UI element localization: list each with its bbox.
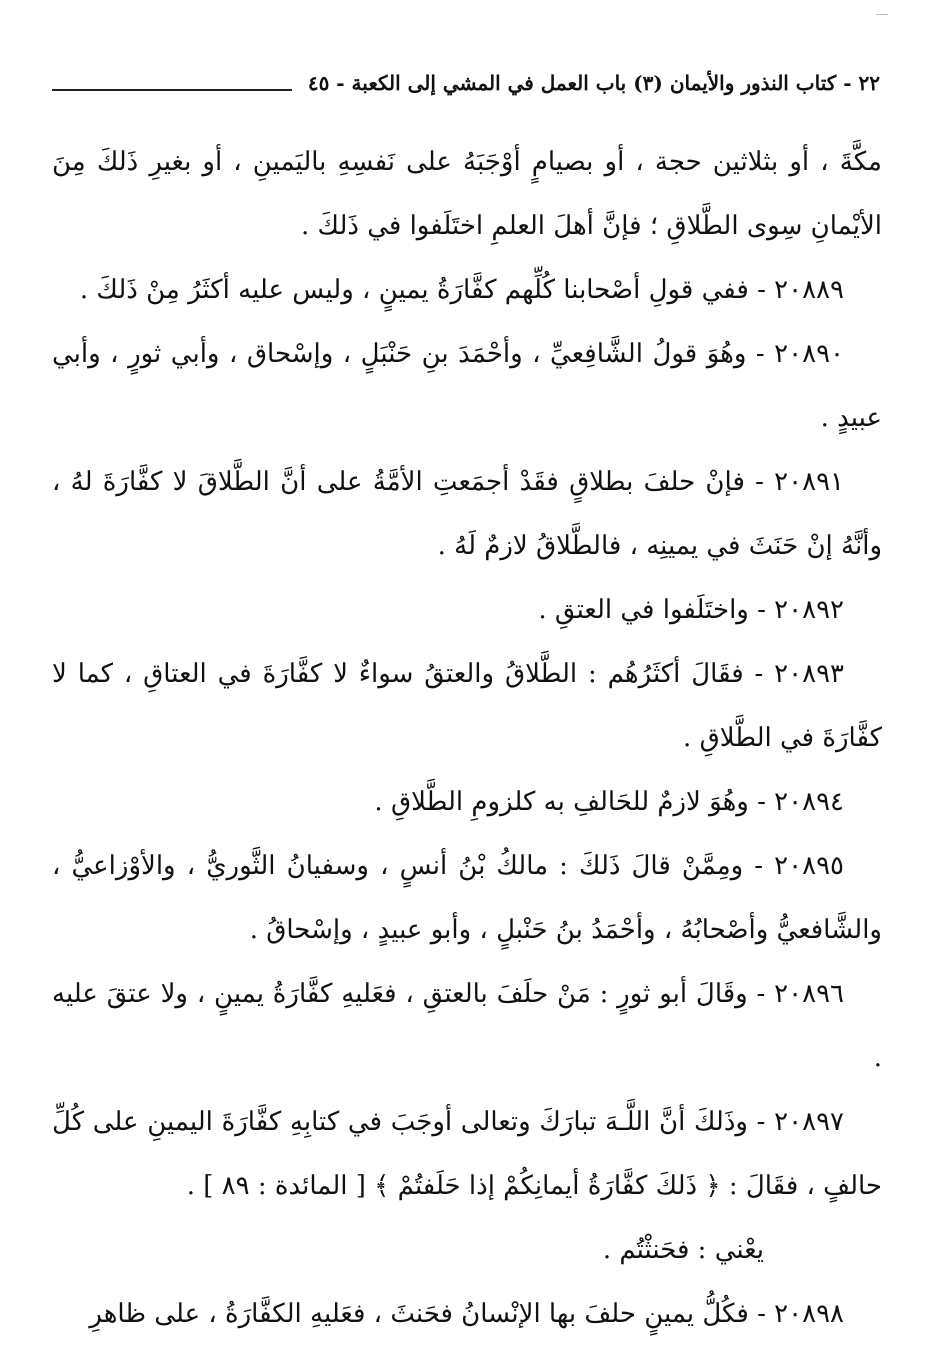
scan-mark bbox=[876, 14, 888, 15]
paragraph: ٢٠٨٩٣ - فقَالَ أكثَرُهُم : الطَّلاقُ والعتقُ سواءٌ لا كفَّارَةَ في العتاقِ ، كما لا كفَّارَةَ في الطَّلاقِ . bbox=[52, 659, 882, 753]
paragraph: ٢٠٨٩٤ - وهُوَ لازمٌ للحَالفِ به كلزومِ الطَّلاقِ . bbox=[374, 787, 844, 817]
paragraph: ٢٠٨٩٦ - وقَالَ أبو ثورٍ : مَنْ حلَفَ بالعتقِ ، فعَليهِ كفَّارَةُ يمينٍ ، ولا عتقَ عليه . bbox=[52, 979, 882, 1073]
paragraph: ٢٠٨٩٧ - وذَلكَ أنَّ اللَّـهَ تبارَكَ وتعالى أوجَبَ في كتابِهِ كفَّارَةَ اليمينِ على كُلِّ حالفٍ ، فقَالَ : ﴿ ذَلكَ كفَّارَةُ أيمانِكُمْ إذا حَلَفتُمْ ﴾ [ المائدة : ٨٩ ] . bbox=[52, 1107, 882, 1201]
paragraph: يعْني : فحَنثْتُم . bbox=[602, 1235, 764, 1265]
paragraph: ٢٠٨٨٩ - ففي قولِ أصْحابنا كُلِّهم كفَّارَةُ يمينٍ ، وليس عليه أكثَرُ مِنْ ذَلكَ . bbox=[79, 275, 844, 305]
page-body bbox=[52, 130, 882, 1346]
paragraph: ٢٠٨٩١ - فإنْ حلفَ بطلاقٍ فقَدْ أجمَعتِ الأمَّةُ على أنَّ الطَّلاقَ لا كفَّارَةَ لهُ ، وأنَّهُ إنْ حَنَثَ في يمينِه ، فالطَّلاقُ لازمٌ لَهُ . bbox=[52, 467, 882, 561]
paragraph: ٢٠٨٩٨ - فكُلُّ يمينٍ حلفَ بها الإنْسانُ فحَنثَ ، فعَليهِ الكفَّارَةُ ، على ظاهرِ bbox=[89, 1299, 844, 1329]
paragraph: مكَّةَ ، أو بثلاثين حجة ، أو بصيامٍ أوْجَبَهُ على نَفسِهِ باليَمينِ ، أو بغيرِ ذَلكَ مِنَ الأيْمانِ سِوى الطَّلاقِ ؛ فإنَّ أهلَ العلمِ اختَلَفوا في ذَلكَ . bbox=[52, 147, 882, 241]
header-title: ٢٢ - كتاب النذور والأيمان (٣) باب العمل في المشي إلى الكعبة - ٤٥ bbox=[307, 71, 880, 95]
paragraph: ٢٠٨٩٢ - واختَلَفوا في العتقِ . bbox=[538, 595, 844, 625]
paragraph: ٢٠٨٩٥ - ومِمَّنْ قالَ ذَلكَ : مالكُ بْنُ أنسٍ ، وسفيانُ الثَّوريُّ ، والأوْزاعيُّ ، والشَّافعيُّ وأصْحابُهُ ، وأحْمَدُ بنُ حَنْبلٍ ، وأبو عبيدٍ ، وإسْحاقُ . bbox=[52, 851, 882, 945]
running-header bbox=[52, 66, 880, 100]
paragraph: ٢٠٨٩٠ - وهُوَ قولُ الشَّافِعيِّ ، وأحْمَدَ بنِ حَنْبَلٍ ، وإسْحاق ، وأبي ثورٍ ، وأبي عبيدٍ . bbox=[52, 339, 882, 433]
header-rule bbox=[52, 89, 292, 91]
